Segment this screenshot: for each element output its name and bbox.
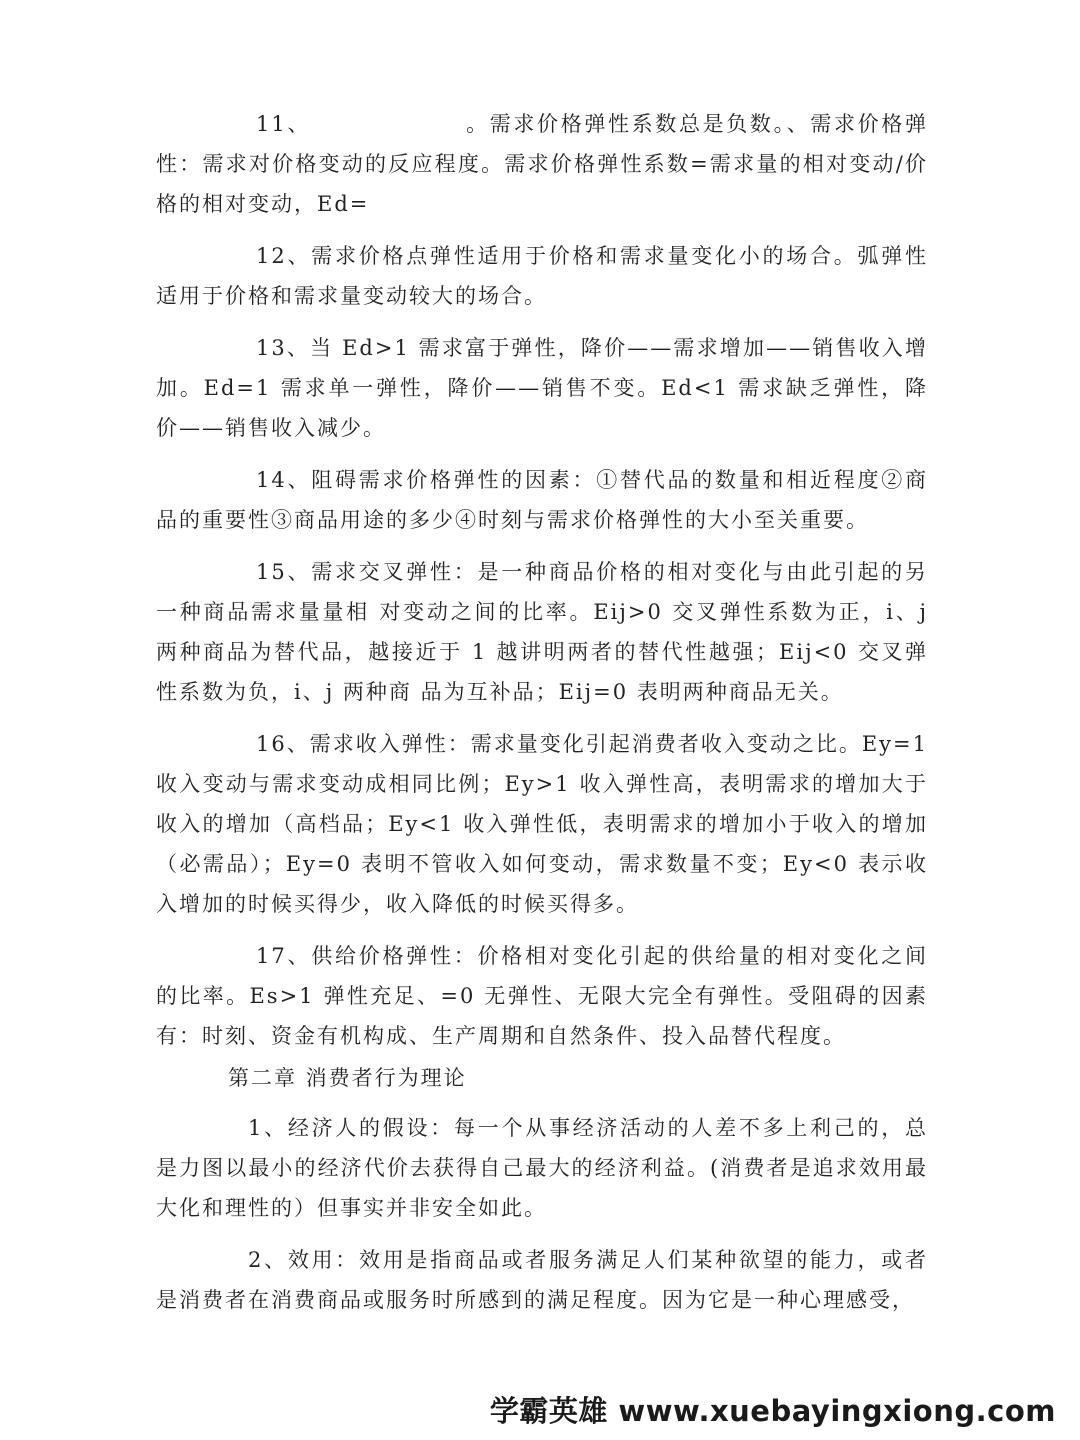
chapter-heading: 第二章 消费者行为理论 bbox=[228, 1066, 467, 1090]
chapter-paragraph-2: 2、效用：效用是指商品或者服务满足人们某种欲望的能力，或者是消费者在消费商品或服务时所感到的满足程度。因为它是一种心理感受， bbox=[156, 1248, 928, 1312]
paragraph-12: 12、需求价格点弹性适用于价格和需求量变化小的场合。弧弹性适用于价格和需求量变动较大的场合。 bbox=[156, 244, 928, 308]
paragraph-16: 16、需求收入弹性：需求量变化引起消费者收入变动之比。Ey=1 收入变动与需求变动成相同比例；Ey>1 收入弹性高，表明需求的增加大于收入的增加（高档品；Ey<1 收入弹性低，表明需求的增加小于收入的增加（必需品）；Ey=0 表明不管收入如何变动，需求数量不变；Ey<0 表示收入增加的时候买得少，收入降低的时候买得多。 bbox=[156, 732, 928, 916]
paragraph-14: 14、阻碍需求价格弹性的因素：①替代品的数量和相近程度②商品的重要性③商品用途的多少④时刻与需求价格弹性的大小至关重要。 bbox=[156, 468, 928, 532]
paragraph-15: 15、需求交叉弹性：是一种商品价格的相对变化与由此引起的另一种商品需求量量相 对变动之间的比率。Eij>0 交叉弹性系数为正，i、j 两种商品为替代品，越接近于 1 越讲明两者的替代性越强；Eij<0 交叉弹性系数为负，i、j 两种商 品为互补品；Eij=0 表明两种商品无关。 bbox=[156, 560, 928, 704]
watermark-text: 学霸英雄 www.xuebayingxiong.com bbox=[489, 1394, 1056, 1428]
paragraph-17: 17、供给价格弹性：价格相对变化引起的供给量的相对变化之间的比率。Es>1 弹性充足、=0 无弹性、无限大完全有弹性。受阻碍的因素有：时刻、资金有机构成、生产周期和自然条件、投入品替代程度。 bbox=[156, 944, 928, 1048]
chapter-paragraph-1: 1、经济人的假设：每一个从事经济活动的人差不多上利己的，总是力图以最小的经济代价去获得自己最大的经济利益。(消费者是追求效用最大化和理性的）但事实并非安全如此。 bbox=[156, 1116, 928, 1220]
document-body bbox=[156, 104, 928, 1320]
paragraph-13: 13、当 Ed>1 需求富于弹性，降价——需求增加——销售收入增加。Ed=1 需求单一弹性，降价——销售不变。Ed<1 需求缺乏弹性，降价——销售收入减少。 bbox=[156, 336, 928, 440]
paragraph-11: 11、 。需求价格弹性系数总是负数。、需求价格弹性：需求对价格变动的反应程度。需求价格弹性系数=需求量的相对变动/价格的相对变动，Ed= bbox=[156, 112, 928, 216]
